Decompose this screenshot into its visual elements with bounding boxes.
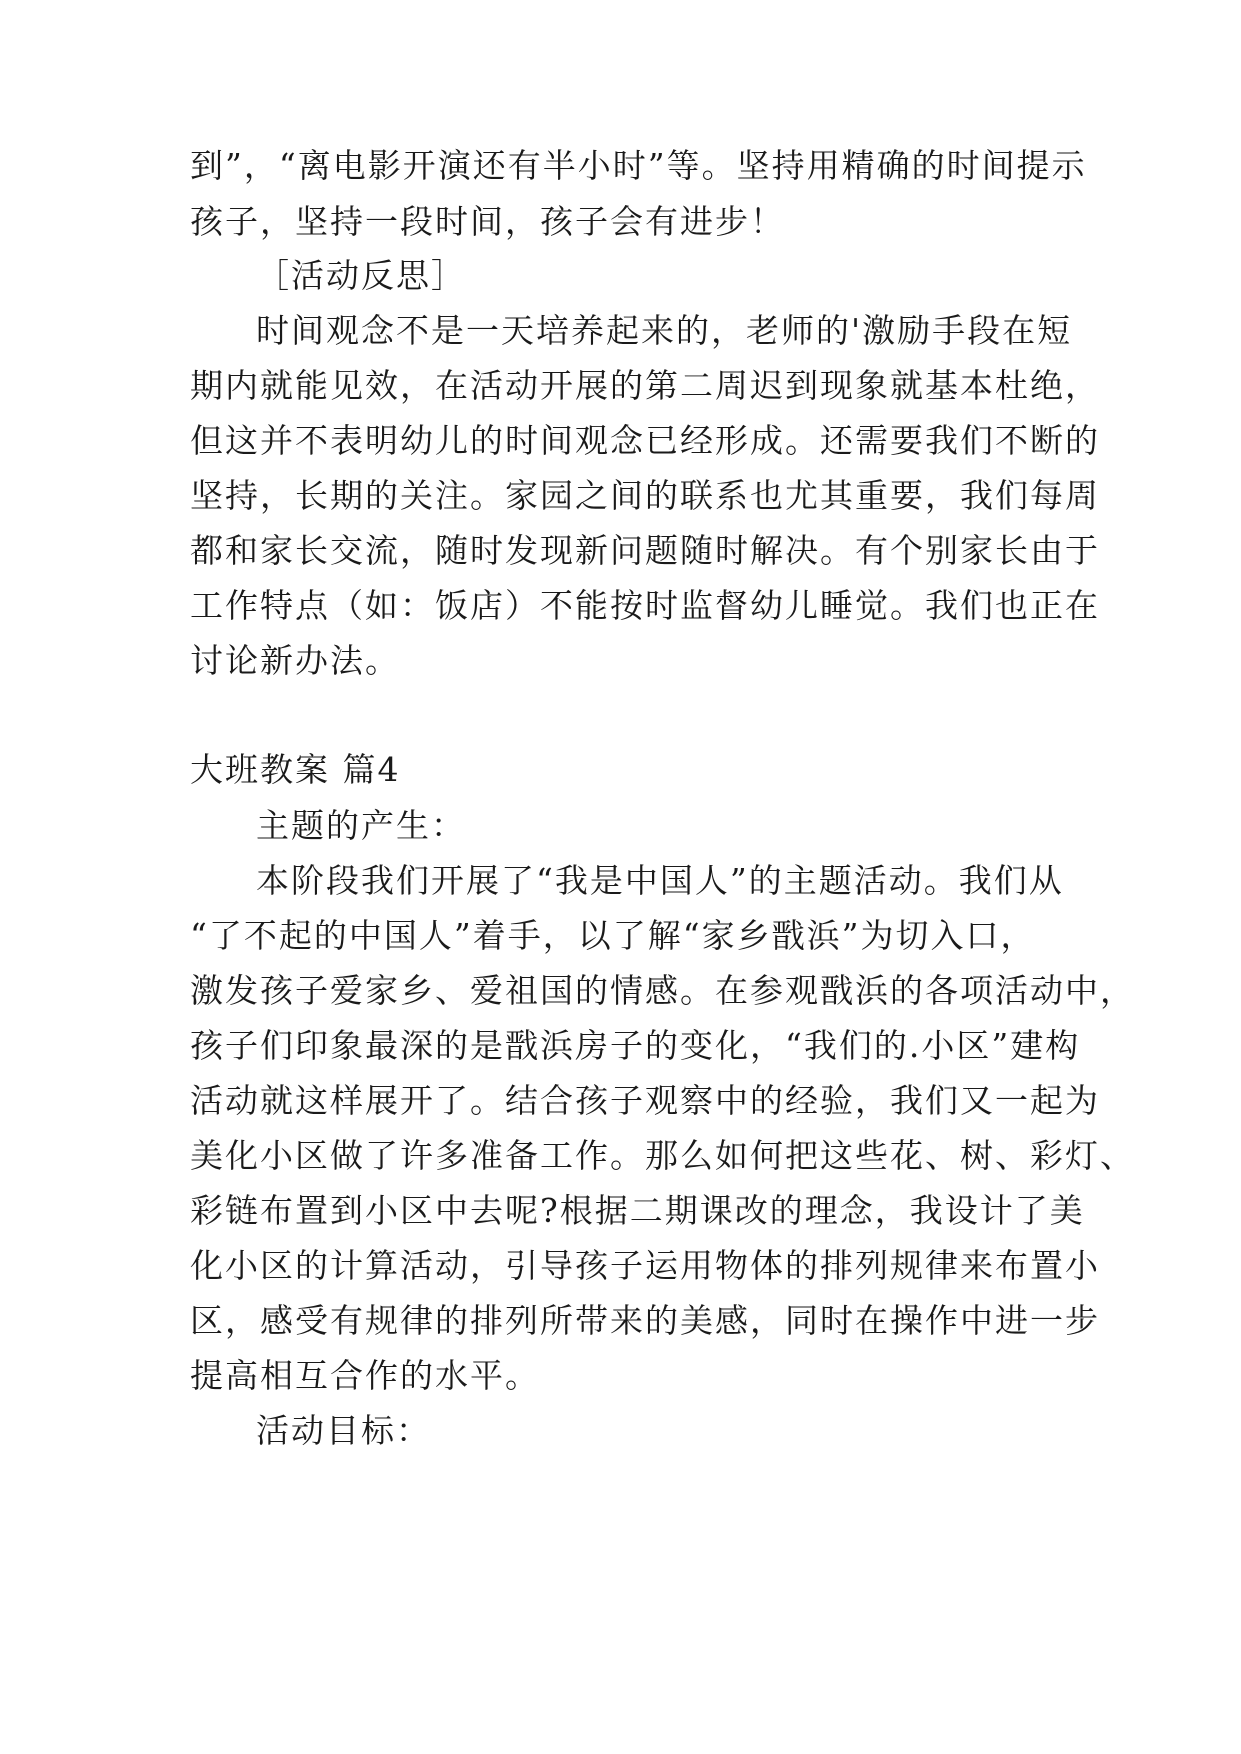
- paragraph-line: 时间观念不是一天培养起来的，老师的'激励手段在短: [256, 311, 1073, 350]
- paragraph-line: 激发孩子爱家乡、爱祖国的情感。在参观戬浜的各项活动中，: [190, 971, 1135, 1010]
- paragraph-line: 坚持，长期的关注。家园之间的联系也尤其重要，我们每周: [190, 476, 1100, 515]
- origin-heading: 主题的产生：: [256, 806, 466, 845]
- paragraph-line: 化小区的计算活动，引导孩子运用物体的排列规律来布置小: [190, 1246, 1100, 1285]
- paragraph-line: 提高相互合作的水平。: [190, 1356, 540, 1395]
- paragraph-line: 本阶段我们开展了“我是中国人”的主题活动。我们从: [256, 861, 1064, 900]
- reflection-heading: ［活动反思］: [256, 256, 466, 295]
- goals-heading: 活动目标：: [256, 1411, 431, 1450]
- paragraph-line: 彩链布置到小区中去呢?根据二期课改的理念，我设计了美: [190, 1191, 1085, 1230]
- paragraph-line: 讨论新办法。: [190, 641, 400, 680]
- paragraph-line: 活动就这样展开了。结合孩子观察中的经验，我们又一起为: [190, 1081, 1100, 1120]
- paragraph-line: 孩子们印象最深的是戬浜房子的变化，“我们的.小区”建构: [190, 1026, 1081, 1065]
- paragraph-line: 孩子，坚持一段时间，孩子会有进步！: [190, 202, 785, 241]
- paragraph-line: 期内就能见效，在活动开展的第二周迟到现象就基本杜绝，: [190, 366, 1100, 405]
- paragraph-line: 区，感受有规律的排列所带来的美感，同时在操作中进一步: [190, 1301, 1100, 1340]
- paragraph-line: 都和家长交流，随时发现新问题随时解决。有个别家长由于: [190, 531, 1100, 570]
- section-title: 大班教案 篇4: [190, 750, 401, 789]
- paragraph-line: 美化小区做了许多准备工作。那么如何把这些花、树、彩灯、: [190, 1136, 1135, 1175]
- paragraph-line: 到”，“离电影开演还有半小时”等。坚持用精确的时间提示: [190, 146, 1087, 185]
- paragraph-line: “了不起的中国人”着手，以了解“家乡戬浜”为切入口，: [190, 916, 1036, 955]
- paragraph-line: 工作特点（如：饭店）不能按时监督幼儿睡觉。我们也正在: [190, 586, 1100, 625]
- paragraph-line: 但这并不表明幼儿的时间观念已经形成。还需要我们不断的: [190, 421, 1100, 460]
